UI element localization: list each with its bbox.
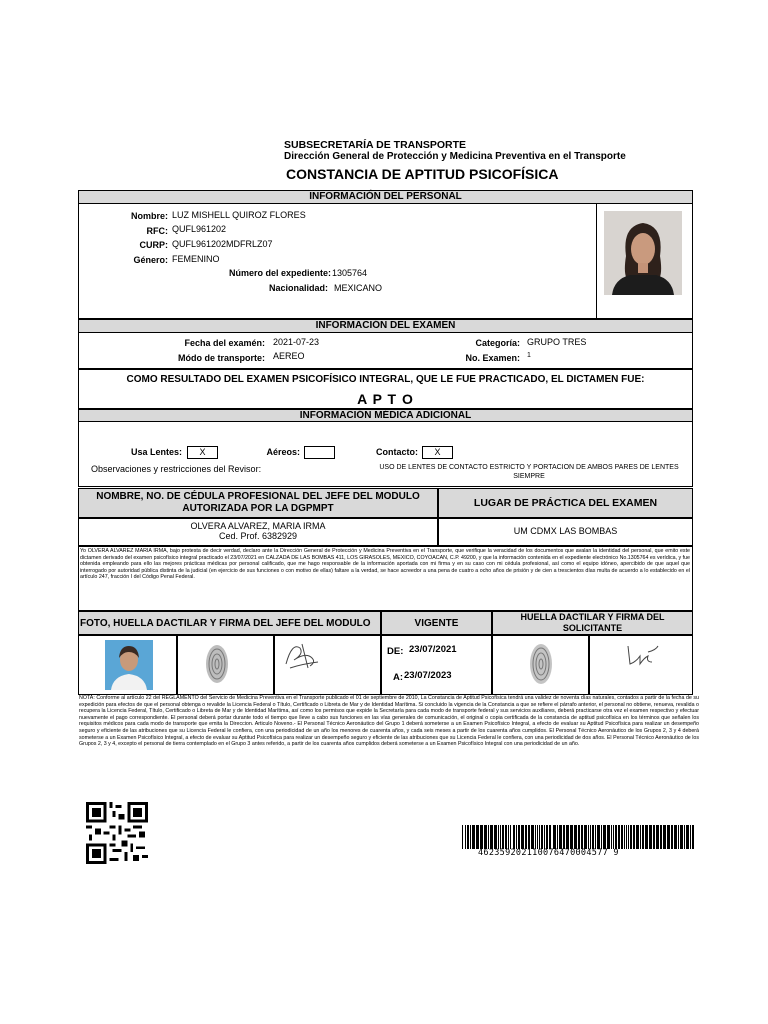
lugar-value: UM CDMX LAS BOMBAS <box>513 526 618 536</box>
barcode-bar <box>618 825 620 849</box>
barcode-bar <box>513 825 515 849</box>
barcode-bar <box>535 825 536 849</box>
solicitante-header: HUELLA DACTILAR Y FIRMA DEL SOLICITANTE <box>492 611 693 635</box>
barcode-bar <box>557 825 558 849</box>
jefe-nombre: OLVERA ALVAREZ, MARIA IRMA <box>190 521 326 531</box>
contacto-label: Contacto: <box>376 447 418 457</box>
lugar-header: LUGAR DE PRÁCTICA DEL EXAMEN <box>438 488 693 518</box>
vigencia-a-value: 23/07/2023 <box>404 670 452 681</box>
barcode-bar <box>462 825 463 849</box>
barcode-bar <box>624 825 625 849</box>
barcode-bar <box>613 825 614 849</box>
barcode-bar <box>465 825 466 849</box>
barcode-bar <box>498 825 499 849</box>
barcode-bar <box>537 825 538 849</box>
barcode-bar <box>667 825 670 849</box>
page-title: CONSTANCIA DE APTITUD PSICOFÍSICA <box>286 166 559 182</box>
barcode-bar <box>674 825 677 849</box>
barcode-bar <box>678 825 679 849</box>
no-examen-label: No. Examen: <box>465 353 520 363</box>
barcode-bar <box>502 825 504 849</box>
jefe-cedula: Ced. Prof. 6382929 <box>218 531 298 541</box>
genero-value: FEMENINO <box>172 254 220 264</box>
barcode-bar <box>500 825 501 849</box>
barcode-bar <box>494 825 497 849</box>
barcode-bar <box>518 825 520 849</box>
barcode-bar <box>597 825 600 849</box>
barcode-bar <box>546 825 548 849</box>
barcode-bar <box>563 825 565 849</box>
barcode-bar <box>645 825 648 849</box>
medica-section-title: INFORMACIÓN MÉDICA ADICIONAL <box>78 409 693 422</box>
barcode-bar <box>671 825 673 849</box>
barcode-bar <box>510 825 511 849</box>
foto-huella-header: FOTO, HUELLA DACTILAR Y FIRMA DEL JEFE DEL MODULO <box>78 611 381 635</box>
nombre-label: Nombre: <box>130 211 168 221</box>
personal-section-title: INFORMACIÓN DEL PERSONAL <box>78 190 693 204</box>
barcode-bar <box>472 825 475 849</box>
dictamen-value: A P T O <box>357 391 414 407</box>
barcode-bar <box>601 825 602 849</box>
barcode-bar <box>570 825 573 849</box>
barcode-bar <box>578 825 580 849</box>
barcode-bar <box>603 825 606 849</box>
vigencia-de-value: 23/07/2021 <box>409 644 457 655</box>
barcode-bar <box>630 825 632 849</box>
vigencia-a-label: A: <box>393 672 404 683</box>
barcode-bar <box>505 825 507 849</box>
nacionalidad-value: MEXICANO <box>334 283 383 293</box>
categoria-value: GRUPO TRES <box>527 337 587 347</box>
barcode-bar <box>680 825 683 849</box>
barcode-bar <box>653 825 655 849</box>
curp-value: QUFL961202MDFRLZ07 <box>172 239 273 249</box>
barcode-number: 462359202110076470004577 9 <box>478 848 619 858</box>
barcode-bar <box>684 825 685 849</box>
barcode-bar <box>595 825 596 849</box>
barcode-bar <box>488 825 489 849</box>
categoria-label: Categoría: <box>475 338 520 348</box>
barcode-bar <box>528 825 530 849</box>
barcode-bar <box>584 825 587 849</box>
aereos-box <box>304 446 335 459</box>
barcode-bar <box>470 825 471 849</box>
barcode-bar <box>566 825 569 849</box>
declaracion-text: Yo OLVERA ALVAREZ MARIA IRMA, bajo protesta de decir verdad, declaro ante la Dirección General de Protección y Medicina Preventiva en el Transporte, que verifique la veracidad de los documentos que avalan la identidad del personal, que emito este dictamen derivado del examen psicofísico integral practicado el 23/07/2021 en CALZADA DE LAS BOMBAS 411, LOS GIRASOLES, MEXICO, COYOACAN, C.P. 49200, y que la información contenida en el expediente electrónico No.1305764 es verídica, y fue obtenida empleando para ello las mejores prácticas médicas por personal calificado, que me hago responsable de la información aportada con mi firma y en su caso con mi cédula profesional, así como el equipo idóneo, apercibido de que aquel que interrogado por autoridad pública distinta de la judicial (en ejercicio de sus funciones o con motivo de ellas) faltare a la verdad, se hace acreedor a una pena de cuatro a ocho años de prisión y de cien a trescientos días multa de acuerdo a lo establecido en el artículo 247, fracción I del Código Penal Federal. <box>80 548 690 581</box>
barcode-bar <box>615 825 617 849</box>
curp-label: CURP: <box>139 240 168 250</box>
barcode-bar <box>663 825 666 849</box>
rfc-label: RFC: <box>146 226 168 236</box>
jefe-header: NOMBRE, NO. DE CÉDULA PROFESIONAL DEL JEFE DEL MODULO AUTORIZADA POR LA DGPMPT <box>78 488 438 518</box>
jefe-photo <box>105 640 153 690</box>
barcode-bar <box>581 825 583 849</box>
no-examen-value: 1 <box>527 352 531 359</box>
modo-label: Módo de transporte: <box>178 353 265 363</box>
barcode-bar <box>640 825 641 849</box>
barcode-bar <box>633 825 635 849</box>
barcode-bar <box>607 825 610 849</box>
barcode-bar <box>559 825 562 849</box>
barcode-bar <box>628 825 629 849</box>
genero-label: Género: <box>133 255 168 265</box>
aereos-label: Aéreos: <box>266 447 300 457</box>
barcode-bar <box>521 825 524 849</box>
barcode-bar <box>649 825 652 849</box>
nombre-value: LUZ MISHELL QUIROZ FLORES <box>172 210 306 220</box>
solicitante-signature-icon <box>622 640 662 670</box>
barcode-bar <box>553 825 556 849</box>
barcode-bar <box>636 825 639 849</box>
barcode-bar <box>656 825 659 849</box>
barcode-bar <box>588 825 589 849</box>
expediente-value: 1305764 <box>332 268 368 278</box>
solicitante-fingerprint-icon <box>528 642 554 686</box>
barcode-bar <box>508 825 509 849</box>
observaciones-label: Observaciones y restricciones del Revisor: <box>91 464 262 474</box>
barcode-bar <box>574 825 577 849</box>
nota-text: NOTA: Conforme al artículo 22 del REGLAMENTO del Servicio de Medicina Preventiva en el Transporte publicado el 01 de septiembre de 2010, La Constancia de Aptitud Psicofísica tendrá una validez de noventa días naturales, contados a partir de la fecha de su expedición para efectos de que el personal obtenga o revalide la Licencia Federal o Título, Certificado o Libreta de Mar y de Identidad Marítima. Si concluido la vigencia de la Constancia a que se refiere el párrafo anterior, el personal no obtiene, renueva, revalida o recupera la Licencia Federal, Título, Certificado o Libreta de Mar y de Identidad Marítima, así como los permisos que expide la Secretaría para cada modo de transporte federal y sus servicios auxiliares, deberá practicarse otra vez el examen respectivo y efectuar nuevamente el pago correspondiente. El personal deberá portar durante todo el tiempo que lleve a cabo sus funciones en las vías generales de comunicación, el original o copia certificada de la constancia de aptitud psicofísica en los términos que señalen los requisitos médicos para cada modo de transporte que emita la Direccion. Articulo Noveno.- El Personal Técnico Aeronáutico del Grupo 1 deberá someterse a un Examen Psicofísico Integral, a efecto de evaluar su Aptitud Psicofísica para realizar un desempeño seguro y eficiente de las atribuciones que su Licencia Federal le confiera, con una periodicidad de un año los menores de cuarenta años, y cada seis meses a partir de los cuarenta años cumplidos. El Personal Técnico Aeronáutico de los Grupos 2, 3 y 4 deberá someterse a un Examen Psicofísico Integral, a efecto de evaluar su Aptitud Psicofísica para realizar un desempeño seguro y eficiente de las atribuciones que su Licencia Federal le confiera, con una periodicidad de dos años. El Personal Técnico Aeronáutico de los Grupos 2, 3 y 4, excepto el personal de tierra contemplado en el Grupo 3 antes referido, a partir de los cuarenta años cumplidos deberá someterse a un Examen Psicofísico Integral con una periodicidad de un año. <box>79 695 699 748</box>
barcode-bar <box>621 825 623 849</box>
barcode-bar <box>626 825 627 849</box>
barcode-bar <box>539 825 540 849</box>
barcode-bar <box>544 825 545 849</box>
resultado-text: COMO RESULTADO DEL EXAMEN PSICOFÍSICO INTEGRAL, QUE LE FUE PRACTICADO, EL DICTAMEN FUE: <box>126 374 645 385</box>
header-direccion: Dirección General de Protección y Medicina Preventiva en el Transporte <box>284 151 626 162</box>
header-subsecretaria: SUBSECRETARÍA DE TRANSPORTE <box>284 139 467 151</box>
nacionalidad-label: Nacionalidad: <box>268 283 328 293</box>
lentes-label: Usa Lentes: <box>130 447 182 457</box>
jefe-signature-icon <box>282 638 322 672</box>
barcode-bar <box>692 825 694 849</box>
contacto-box: X <box>422 446 453 459</box>
barcode-bar <box>531 825 534 849</box>
modo-value: AEREO <box>273 351 305 361</box>
lentes-box: X <box>187 446 218 459</box>
barcode-bar <box>516 825 517 849</box>
barcode-bar <box>690 825 691 849</box>
barcode-bar <box>476 825 479 849</box>
barcode-bar <box>592 825 594 849</box>
barcode-bar <box>490 825 493 849</box>
barcode-bar <box>549 825 551 849</box>
barcode-bar <box>484 825 487 849</box>
jefe-fingerprint-icon <box>204 643 230 685</box>
vigencia-de-label: DE: <box>387 646 404 657</box>
expediente-label: Número del expediente: <box>228 268 331 278</box>
barcode-bar <box>660 825 662 849</box>
qr-code <box>86 802 148 864</box>
barcode-bar <box>686 825 689 849</box>
barcode-bar <box>480 825 483 849</box>
rfc-value: QUFL961202 <box>172 224 227 234</box>
barcode-bar <box>590 825 591 849</box>
barcode-bar <box>611 825 612 849</box>
barcode-bar <box>467 825 469 849</box>
vigente-header: VIGENTE <box>381 611 492 635</box>
fecha-value: 2021-07-23 <box>273 337 320 347</box>
examen-section-title: INFORMACIÓN DEL EXAMEN <box>78 319 693 333</box>
barcode-bar <box>541 825 543 849</box>
fecha-label: Fecha del examén: <box>184 338 265 348</box>
barcode-bar <box>642 825 644 849</box>
personal-photo <box>604 211 682 295</box>
observaciones-value: USO DE LENTES DE CONTACTO ESTRICTO Y PORTACION DE AMBOS PARES DE LENTES SIEMPRE <box>379 464 679 480</box>
barcode-bar <box>525 825 527 849</box>
barcode <box>462 825 696 849</box>
